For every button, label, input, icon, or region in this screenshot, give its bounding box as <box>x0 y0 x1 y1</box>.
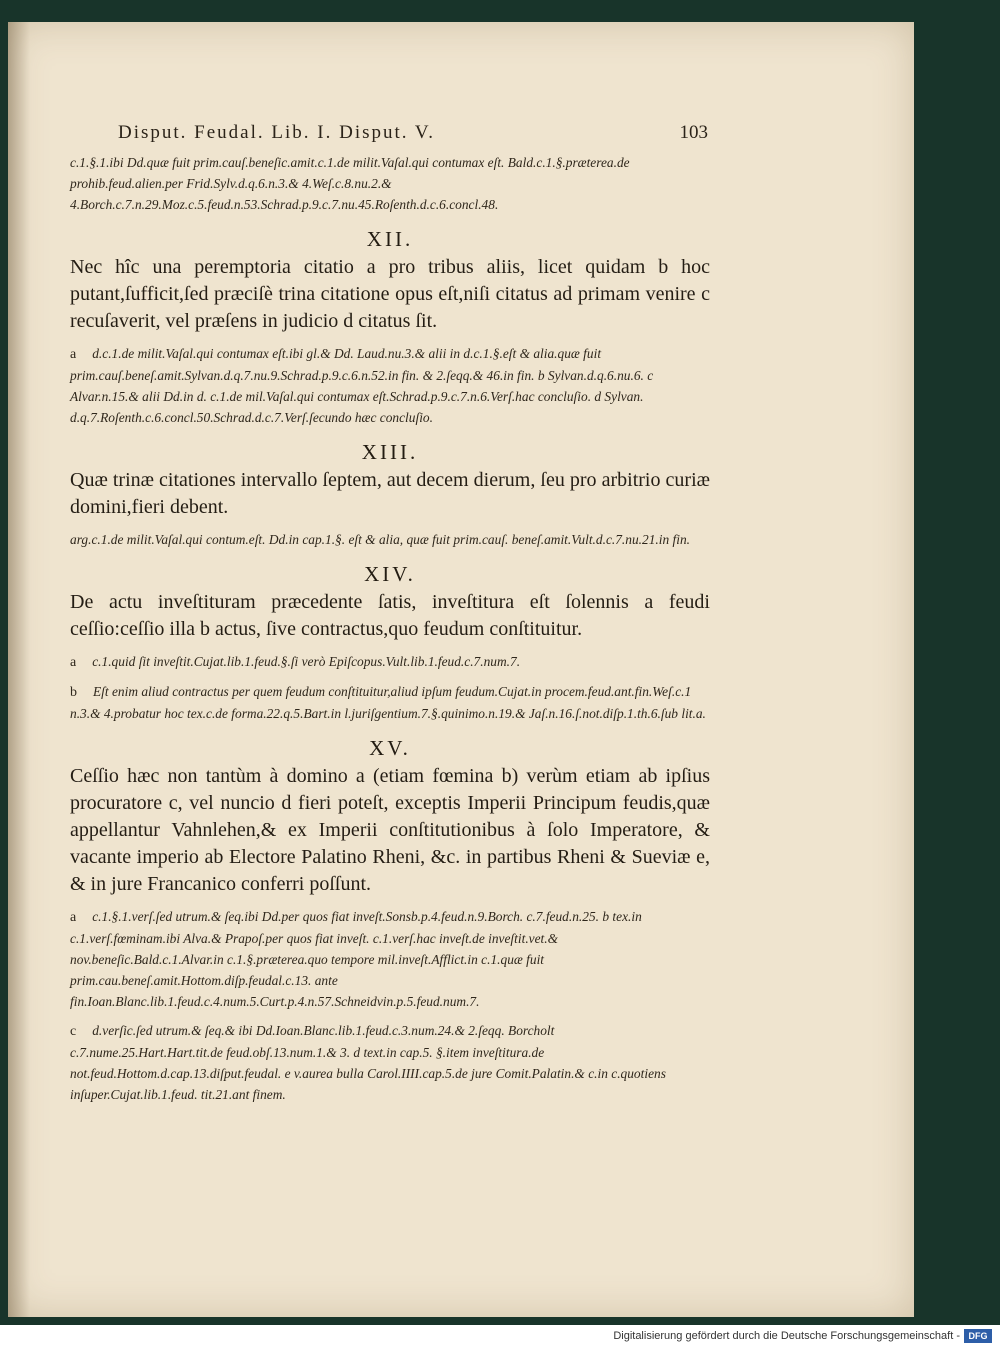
body-paragraph: Nec hîc una peremptoria citatio a pro tribus aliis, licet quidam b hoc putant,ſufficit,ſed præciſè trina citatione opus eſt,niſi citatus ad primam venire c recuſaverit, vel præſens in judicio d citatus ſit. <box>70 256 710 332</box>
footnote-text: Eſt enim aliud contractus per quem feudum conſtituitur,aliud ipſum feudum.Cujat.in procem.feud.ant.fin.Weſ.c.1 n.3.& 4.probatur hoc tex.c.de forma.22.q.5.Bart.in l.juriſgentium.7.§.quinimo.n.19.& Jaſ.n.16.ſ.not.diſp.1.th.6.ſub lit.a. <box>70 684 706 721</box>
footnote-text: d.c.1.de milit.Vaſal.qui contumax eſt.ibi gl.& Dd. Laud.nu.3.& alii in d.c.1.§.eſt & alia.quæ fuit prim.cauſ.beneſ.amit.Sylvan.d.q.7.nu.9.Schrad.p.9.c.6.n.52.in fin. & 2.ſeqq.& 46.in fin. b Sylvan.d.q.6.nu.6. c Alvar.n.15.& alii Dd.in d. c.1.de mil.Vaſal.qui contumax eſt.Schrad.p.9.c.7.n.6.Verſ.hac concluſio. d Sylvan. d.q.7.Roſenth.c.6.concl.50.Schrad.d.c.7.Verſ.ſecundo hæc concluſio. <box>70 346 654 425</box>
footnote-marker: a <box>70 347 77 362</box>
footnote <box>70 906 710 1012</box>
section-heading: XIV. <box>364 562 416 586</box>
body-paragraph: Quæ trinæ citationes intervallo ſeptem, aut decem dierum, ſeu pro arbitrio curiæ domini,fieri debent. <box>70 469 710 518</box>
spacer <box>70 215 710 223</box>
footnote <box>70 152 710 215</box>
running-head-title: Disput. Feudal. Lib. I. Disput. V. <box>118 122 435 143</box>
funding-credit: Digitalisierung gefördert durch die Deutsche Forschungsgemeinschaft - <box>613 1330 960 1342</box>
footnote-marker: a <box>70 910 77 925</box>
footnote-marker: c <box>70 1024 77 1039</box>
footnote-text: d.verſic.ſed utrum.& ſeq.& ibi Dd.Ioan.Blanc.lib.1.feud.c.3.num.24.& 2.ſeqq. Borcholt c.7.nume.25.Hart.Hart.tit.de feud.obſ.13.num.1.& 3. d text.in cap.5. §.item inveſtitura.de not.feud.Hottom.d.cap.13.diſput.feudal. e v.aurea bulla Carol.IIII.cap.5.de jure Comit.Palatin.& c.in c.quotiens inſuper.Cujat.lib.1.feud. tit.21.ant finem. <box>70 1023 666 1102</box>
footnote <box>70 529 710 550</box>
running-head <box>118 122 708 144</box>
body-paragraph: De actu inveſtituram præcedente ſatis, inveſtitura eſt ſolennis a feudi ceſſio:ceſſio illa b actus, ſive contractus,quo feudum conſtituitur. <box>70 591 710 640</box>
footnote <box>70 1020 710 1105</box>
section-heading: XIII. <box>361 440 419 464</box>
footnote-text: c.1.§.1.verſ.ſed utrum.& ſeq.ibi Dd.per quos fiat inveſt.Sonsb.p.4.feud.n.9.Borch. c.7.feud.n.25. b tex.in c.1.verſ.fœminam.ibi Alva.& Prapoſ.per quos fiat inveſt. c.1.verſ.hac inveſt.de inveſtit.vet.& nov.beneſic.Bald.c.1.Alvar.in c.1.§.præterea.quo tempore mil.inveſt.Afflict.in c.1.quæ fuit prim.cau.beneſ.amit.Hottom.diſp.feudal.c.13. ante fin.Ioan.Blanc.lib.1.feud.c.4.num.5.Curt.p.4.n.57.Schneidvin.p.5.feud.num.7. <box>70 909 642 1009</box>
footnote-marker: b <box>70 685 77 700</box>
spacer <box>70 724 710 732</box>
footnote-marker: a <box>70 655 77 670</box>
footer-bar <box>0 1325 1000 1349</box>
footnote-text: c.1.quid ſit inveſtit.Cujat.lib.1.feud.§.ſi verò Epiſcopus.Vult.lib.1.feud.c.7.num.7. <box>92 654 521 669</box>
footnote <box>70 343 710 428</box>
section-heading: XV. <box>369 736 411 760</box>
footnote <box>70 651 710 673</box>
spacer <box>70 673 710 681</box>
spacer <box>70 428 710 436</box>
body-paragraph: Ceſſio hæc non tantùm à domino a (etiam fœmina b) verùm etiam ab ipſius procuratore c, vel nuncio d fieri poteſt, exceptis Imperii Principum feudis,quæ appellantur Vahnlehen,& ex Imperii conſtitutionibus à ſolo Imperatore, & vacante imperio ab Electore Palatino Rheni, &c. in partibus Rheni & Sueviæ e, & in jure Francanico conferri poſſunt. <box>70 765 710 895</box>
footnote-text: arg.c.1.de milit.Vaſal.qui contum.eſt. Dd.in cap.1.§. eſt & alia, quæ fuit prim.cauſ. beneſ.amit.Vult.d.c.7.nu.21.in fin. <box>70 532 691 547</box>
footnote <box>70 681 710 724</box>
page-number: 103 <box>679 122 708 143</box>
page-binding-shadow <box>8 22 30 1317</box>
spacer <box>70 1012 710 1020</box>
spacer <box>70 550 710 558</box>
spacer <box>70 1105 710 1113</box>
dfg-logo: DFG <box>964 1329 992 1343</box>
section-heading: XII. <box>366 227 414 251</box>
page-text <box>70 152 710 1113</box>
footnote-text: c.1.§.1.ibi Dd.quæ fuit prim.cauſ.beneſic.amit.c.1.de milit.Vaſal.qui contumax eſt. Bald.c.1.§.præterea.de prohib.feud.alien.per Frid.Sylv.d.q.6.n.3.& 4.Weſ.c.8.nu.2.& 4.Borch.c.7.n.29.Moz.c.5.feud.n.53.Schrad.p.9.c.7.nu.45.Roſenth.d.c.6.concl.48. <box>70 155 630 212</box>
